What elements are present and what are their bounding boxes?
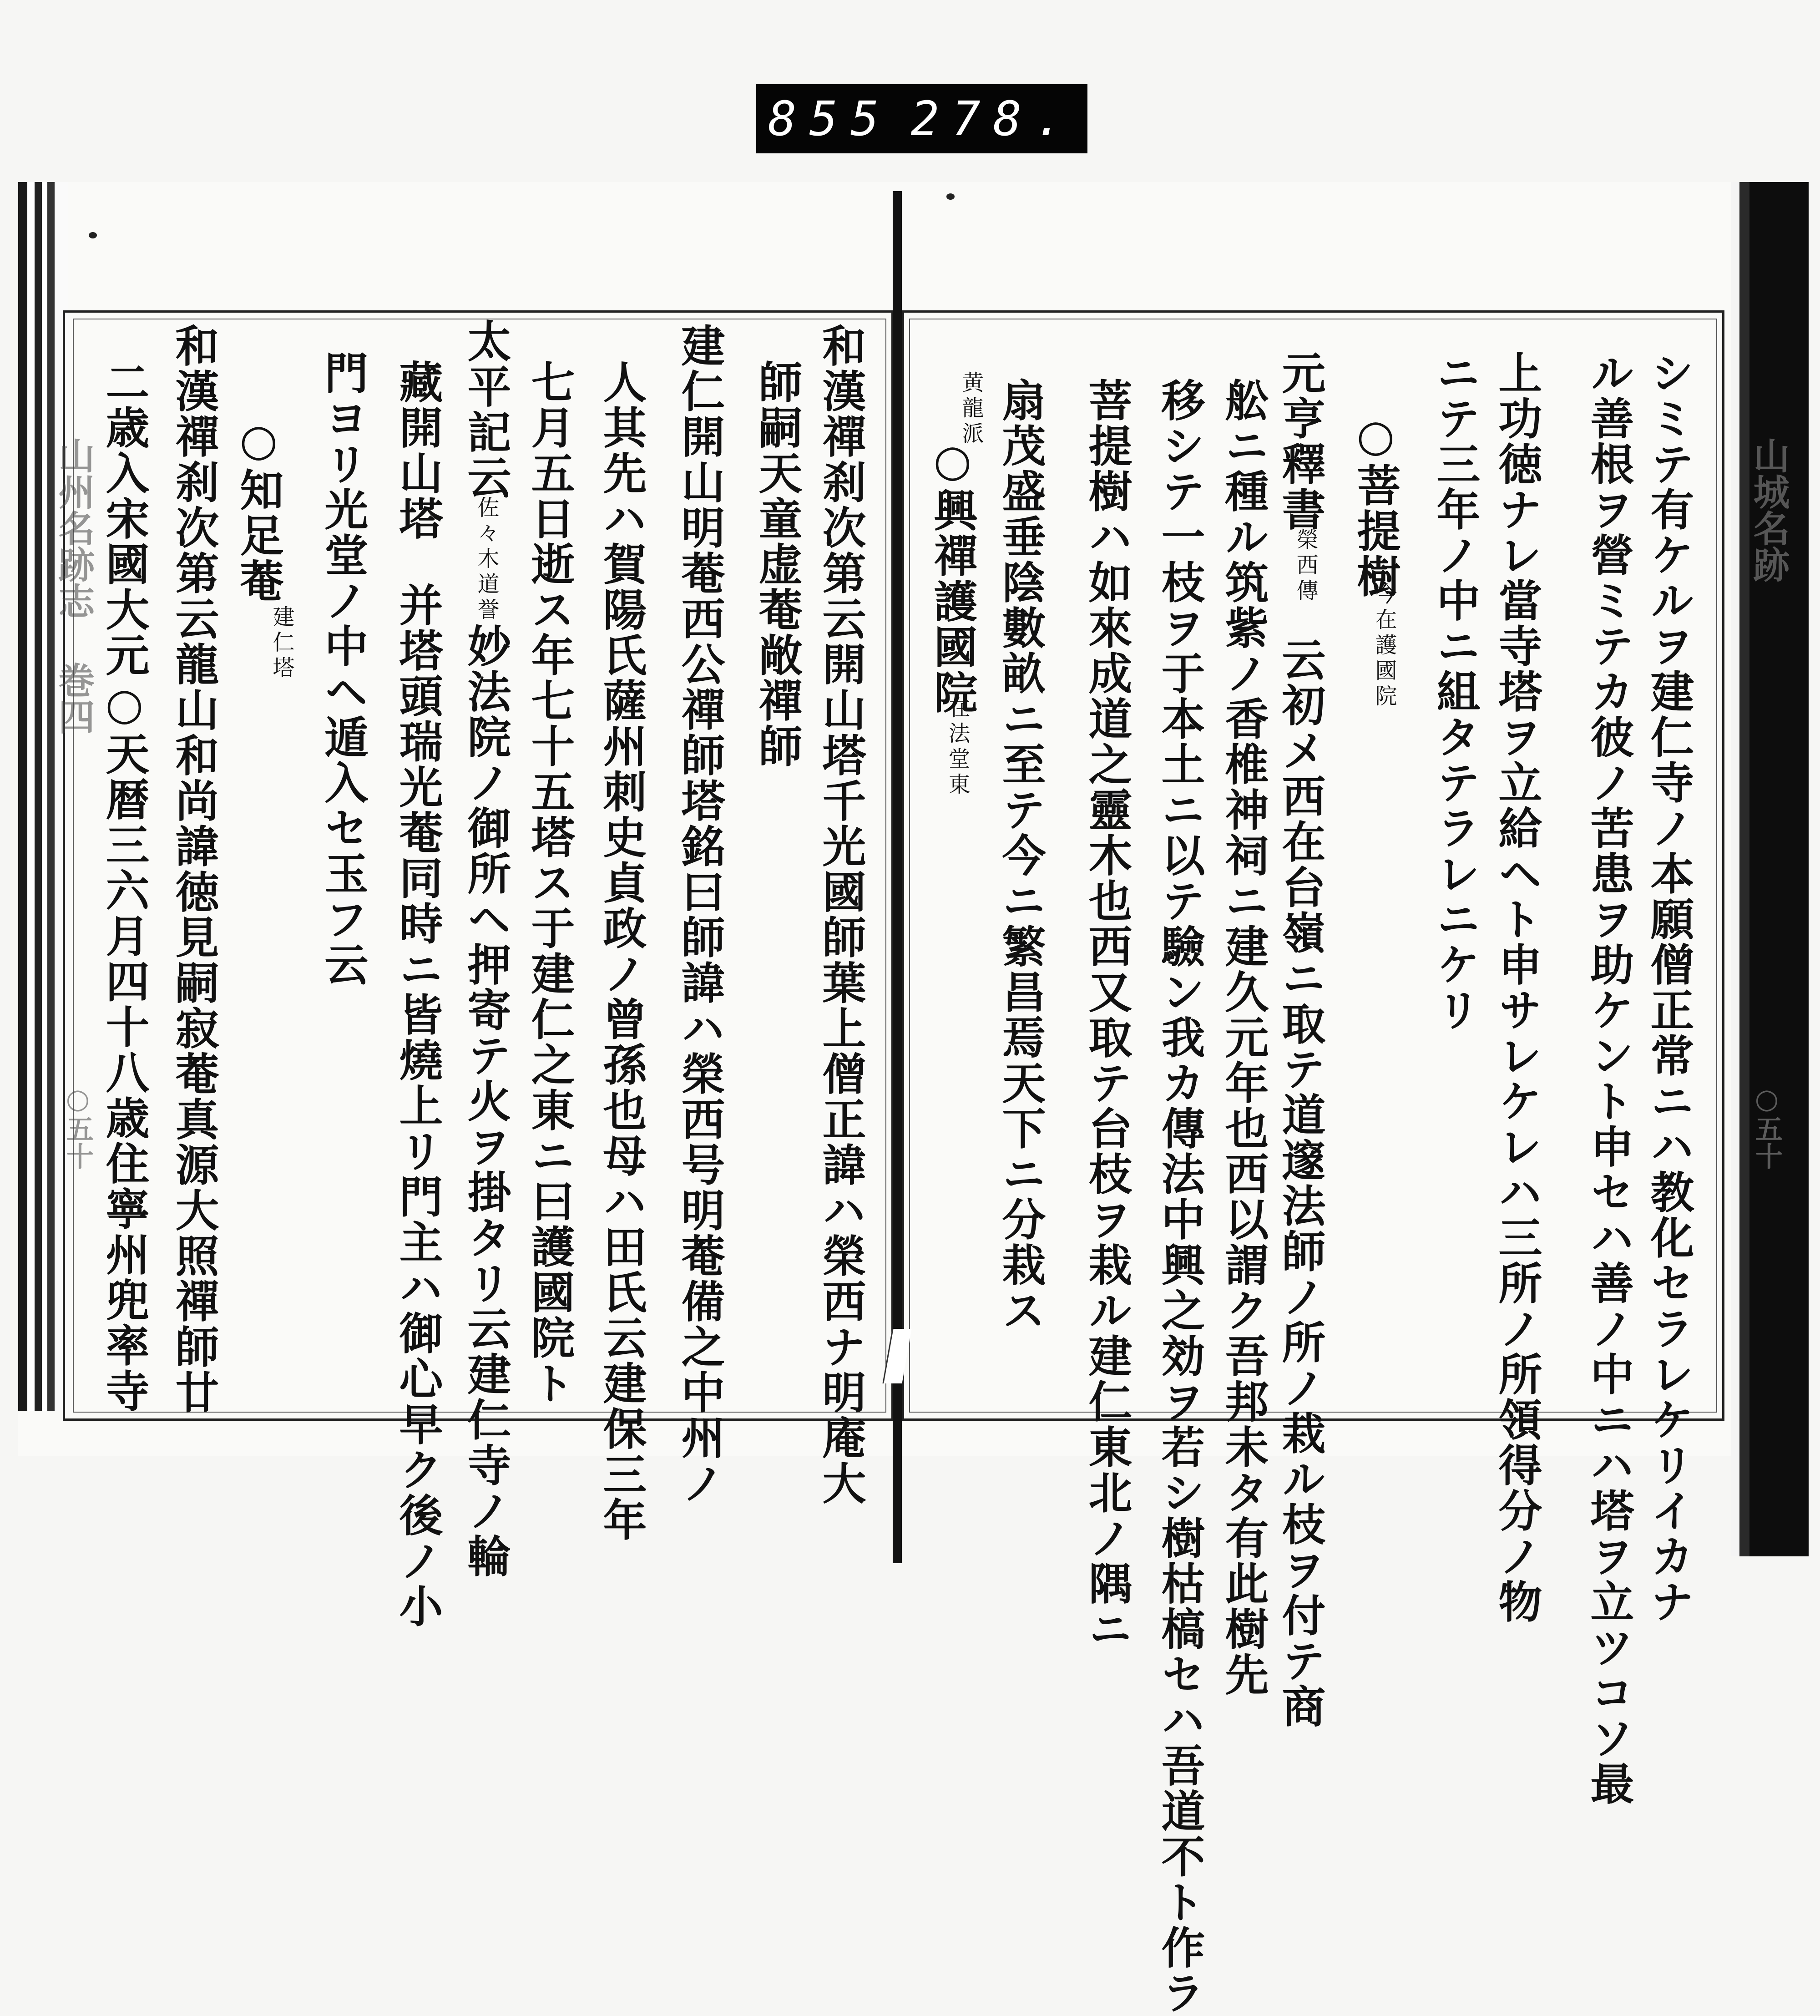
text-column: 建仁開山明菴西公禪師塔銘曰師諱ハ榮西号明菴備之中州ノ xyxy=(674,323,726,1506)
text-column: 上功徳ナレ當寺塔ヲ立給ヘト申サレケレハ三所ノ所領得分ノ物 xyxy=(1491,350,1543,1625)
source-citation: 元亨釋書 xyxy=(1275,350,1326,532)
text-column: 舩ニ種ル筑紫ノ香椎神祠ニ建久元年也西以謂ク吾邦未タ有此樹先 xyxy=(1218,378,1269,1697)
archive-label xyxy=(756,84,1087,153)
text-column: ニテ三年ノ中ニ組タテラレニケリ xyxy=(1430,350,1481,1033)
archive-label-right: 278. xyxy=(910,91,1076,147)
text-column: 七月五日逝ス年七十五塔ス于建仁之東ニ曰護國院ト xyxy=(524,360,576,1406)
text-column: 移シテ一枝ヲ于本土ニ以テ驗ン我カ傳法中興之効ヲ若シ樹枯槁セハ吾道不ト作ラ xyxy=(1154,378,1206,2016)
text-column: 藏開山塔 xyxy=(392,360,444,542)
text-column: 和漢禪刹次第云開山塔千光國師葉上僧正諱ハ榮西ナ明庵大 xyxy=(815,323,867,1506)
left-folio: ○五十 xyxy=(62,1083,94,1170)
text-column: 菩提樹ハ如來成道之靈木也西又取テ台枝ヲ栽ル建仁東北ノ隅ニ xyxy=(1082,378,1133,1652)
annotation: 在法堂東 xyxy=(945,696,970,798)
annotation: 今在護國院 xyxy=(1371,583,1397,710)
text-column: 云初メ西在台嶺ニ取テ道邃法師ノ所ノ栽ル枝ヲ付テ商 xyxy=(1275,637,1326,1729)
source-citation: 太平記云 xyxy=(460,319,512,501)
section-heading: ○興禪護國院 xyxy=(927,435,978,715)
left-margin-title: 山州名跡志 巻四 xyxy=(52,437,95,734)
text-column: 妙法院ノ御所ヘ押寄テ火ヲ掛タリ云建仁寺ノ輪 xyxy=(460,623,512,1579)
section-heading: ○菩提樹 xyxy=(1350,410,1401,599)
right-book-edge xyxy=(1731,182,1809,1556)
text-column: 人其先ハ賀陽氏薩州刺史貞政ノ曾孫也母ハ田氏云建保三年 xyxy=(596,360,647,1543)
text-column: 二歳入宋國大元○天暦三六月四十八歳住寧州兜率寺 xyxy=(99,360,150,1414)
annotation: 榮西傳 xyxy=(1293,528,1318,604)
left-book-edge xyxy=(18,182,68,1411)
ink-speck xyxy=(89,232,97,238)
archive-label-left: 855 xyxy=(768,91,892,147)
annotation: 佐々木道誉 xyxy=(474,496,499,623)
section-heading: ○知足菴 xyxy=(233,414,284,604)
right-folio: ○五十 xyxy=(1751,1083,1783,1170)
text-column: 門ヨリ光堂ノ中ヘ遁入セ玉フ云 xyxy=(318,350,369,988)
text-column: ル善根ヲ營ミテカ彼ノ苦患ヲ助ケント申セハ善ノ中ニハ塔ヲ立ツコソ最 xyxy=(1583,350,1635,1807)
text-column: 和漢禪刹次第云龍山和尚諱徳見嗣寂菴真源大照禪師廿 xyxy=(168,323,220,1415)
ink-speck xyxy=(946,193,955,200)
text-column: 師嗣天童虚菴敞禪師 xyxy=(752,360,803,769)
text-column: 并塔頭瑞光菴同時ニ皆燒上リ門主ハ御心早ク後ノ小 xyxy=(392,583,444,1629)
annotation: 建仁塔 xyxy=(269,605,294,682)
text-column: 扇茂盛垂陰數畝ニ至テ今ニ繁昌焉天下ニ分栽ス xyxy=(995,378,1046,1333)
right-margin-title: 山城名跡 xyxy=(1747,437,1790,583)
text-column: シミテ有ケルヲ建仁寺ノ本願僧正常ニハ教化セラレケリイカナ xyxy=(1643,350,1695,1625)
annotation: 黄龍派 xyxy=(958,371,984,447)
